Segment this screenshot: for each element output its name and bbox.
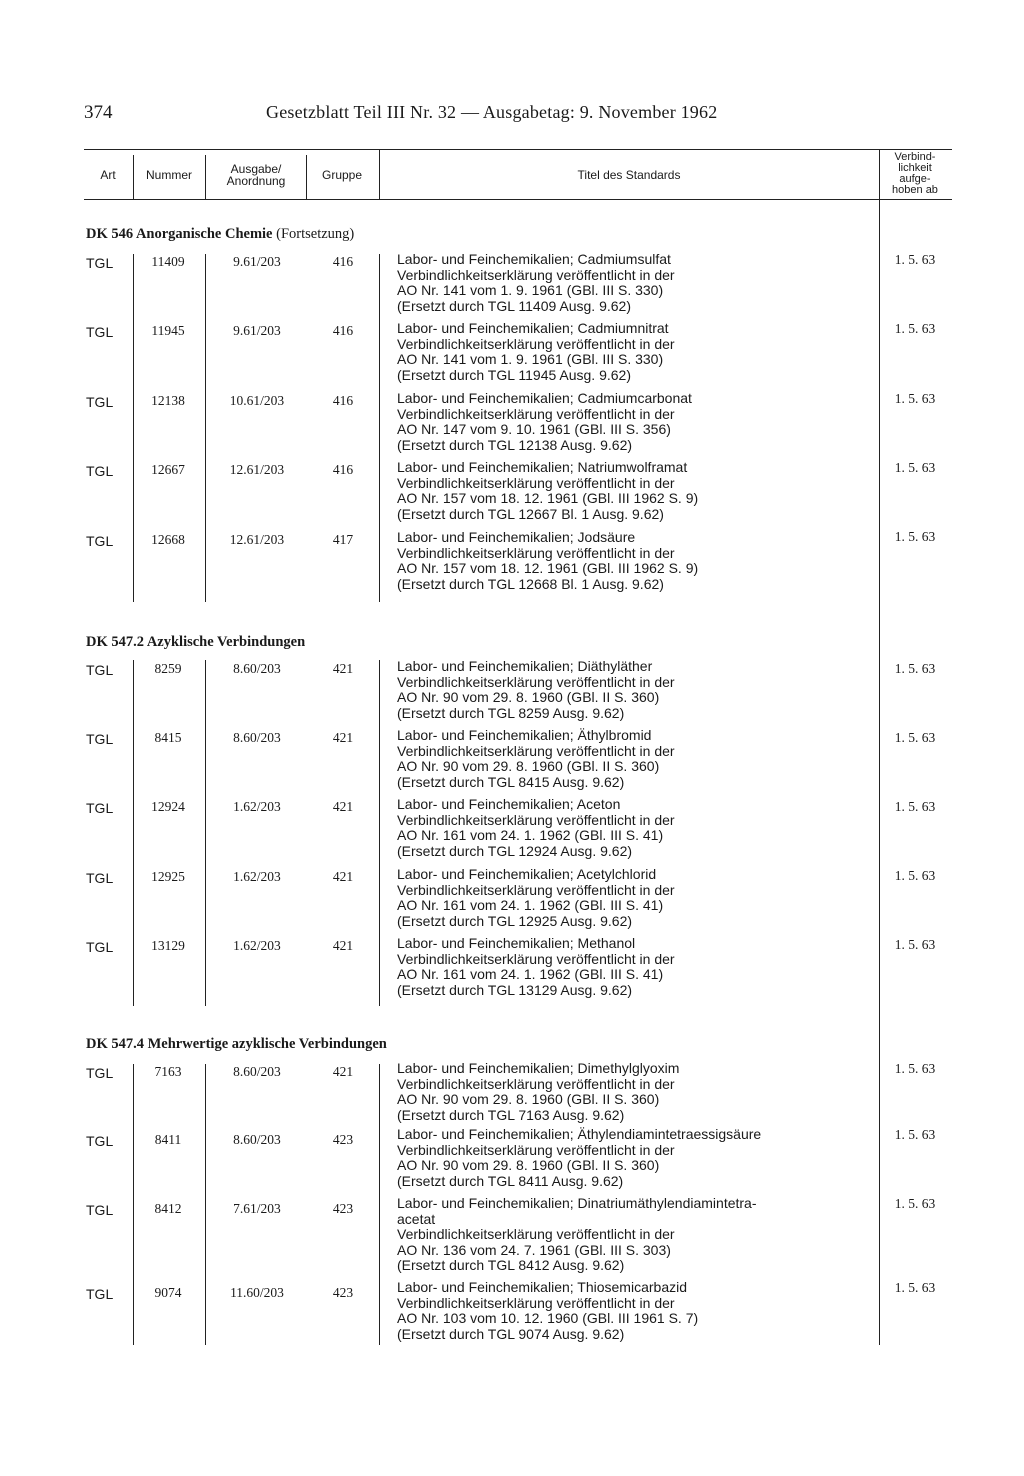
cell-art: TGL (86, 662, 114, 678)
title-line: Labor- und Feinchemikalien; Methanol (397, 935, 636, 951)
title-line: Verbindlichkeitserklärung veröffentlicht in der (397, 1075, 675, 1092)
title-line: (Ersetzt durch TGL 12924 Ausg. 9.62) (397, 842, 633, 859)
cell-gruppe: 421 (332, 1064, 354, 1079)
title-line: AO Nr. 147 vom 9. 10. 1961 (GBl. III S. 356) (397, 421, 671, 437)
col-header-titel: Titel des Standards (577, 168, 681, 182)
cell-verbindlichkeit: 1. 5. 63 (894, 460, 936, 475)
column-rule (379, 660, 380, 1006)
cell-verbindlichkeit: 1. 5. 63 (894, 321, 936, 336)
cell-titel (397, 867, 675, 929)
cell-titel (397, 1127, 761, 1189)
cell-art: TGL (86, 533, 114, 549)
title-line: Verbindlichkeitserklärung veröffentlicht in der (397, 1294, 675, 1311)
title-line: (Ersetzt durch TGL 13129 Ausg. 9.62) (397, 981, 633, 998)
header-divider (879, 150, 880, 200)
title-line: Labor- und Feinchemikalien; Cadmiumcarbonat (397, 390, 692, 406)
section-heading-text: DK 546 Anorganische Chemie (86, 226, 273, 242)
title-line: Labor- und Feinchemikalien; Acetylchlorid (397, 866, 657, 882)
col-header-verbindlichkeit (879, 150, 951, 198)
title-line: (Ersetzt durch TGL 12667 Bl. 1 Ausg. 9.62) (397, 505, 664, 522)
cell-verbindlichkeit: 1. 5. 63 (894, 730, 936, 745)
cell-verbindlichkeit: 1. 5. 63 (894, 252, 936, 267)
title-line: AO Nr. 141 vom 1. 9. 1961 (GBl. III S. 330) (397, 351, 664, 367)
title-line: (Ersetzt durch TGL 7163 Ausg. 9.62) (397, 1106, 625, 1123)
col-header-verb-line3: aufge- (899, 173, 931, 185)
title-line: AO Nr. 103 vom 10. 12. 1960 (GBl. III 1961 S. 7) (397, 1310, 699, 1326)
title-line: AO Nr. 161 vom 24. 1. 1962 (GBl. III S. 41) (397, 966, 664, 982)
title-line: Labor- und Feinchemikalien; Thiosemicarbazid (397, 1279, 688, 1295)
title-line: AO Nr. 90 vom 29. 8. 1960 (GBl. II S. 360) (397, 689, 660, 705)
title-line: AO Nr. 157 vom 18. 12. 1961 (GBl. III 1962 S. 9) (397, 490, 699, 506)
cell-nummer: 13129 (151, 938, 185, 953)
cell-ausgabe: 9.61/203 (233, 323, 281, 338)
title-line: (Ersetzt durch TGL 11945 Ausg. 9.62) (397, 366, 631, 383)
title-line: (Ersetzt durch TGL 12668 Bl. 1 Ausg. 9.62) (397, 575, 664, 592)
title-line: Labor- und Feinchemikalien; Dimethylglyoxim (397, 1060, 680, 1076)
title-line: Labor- und Feinchemikalien; Cadmiumnitrat (397, 320, 669, 336)
cell-gruppe: 421 (332, 869, 354, 884)
header-divider (306, 155, 307, 199)
title-line: Labor- und Feinchemikalien; Äthylbromid (397, 727, 652, 743)
page-header (0, 102, 1024, 130)
header-bottom-rule-right (879, 199, 952, 200)
cell-verbindlichkeit: 1. 5. 63 (894, 391, 936, 406)
title-line: (Ersetzt durch TGL 12925 Ausg. 9.62) (397, 912, 633, 929)
cell-nummer: 11409 (151, 254, 185, 269)
cell-art: TGL (86, 870, 114, 886)
cell-titel (397, 797, 675, 859)
cell-ausgabe: 9.61/203 (233, 254, 281, 269)
header-divider (379, 150, 380, 200)
title-line: Verbindlichkeitserklärung veröffentlicht in der (397, 811, 675, 828)
cell-nummer: 8259 (154, 661, 182, 676)
cell-gruppe: 417 (332, 532, 354, 547)
cell-verbindlichkeit: 1. 5. 63 (894, 799, 936, 814)
cell-titel (397, 1196, 757, 1274)
title-line: AO Nr. 161 vom 24. 1. 1962 (GBl. III S. 41) (397, 827, 664, 843)
cell-nummer: 12667 (151, 462, 185, 477)
cell-nummer: 7163 (154, 1064, 182, 1079)
cell-gruppe: 416 (332, 462, 354, 477)
cell-verbindlichkeit: 1. 5. 63 (894, 661, 936, 676)
cell-gruppe: 416 (332, 323, 354, 338)
title-line: AO Nr. 90 vom 29. 8. 1960 (GBl. II S. 360) (397, 758, 660, 774)
col-header-nummer: Nummer (145, 168, 192, 182)
cell-verbindlichkeit: 1. 5. 63 (894, 1196, 936, 1211)
title-line: AO Nr. 157 vom 18. 12. 1961 (GBl. III 1962 S. 9) (397, 560, 699, 576)
cell-gruppe: 421 (332, 938, 354, 953)
cell-titel (397, 1280, 698, 1342)
cell-gruppe: 416 (332, 254, 354, 269)
cell-nummer: 8412 (154, 1201, 182, 1216)
cell-gruppe: 421 (332, 799, 354, 814)
cell-nummer: 11945 (151, 323, 185, 338)
title-line: Verbindlichkeitserklärung veröffentlicht in der (397, 881, 675, 898)
cell-gruppe: 421 (332, 661, 354, 676)
cell-nummer: 9074 (154, 1285, 182, 1300)
column-rule (205, 1064, 206, 1345)
title-line: Verbindlichkeitserklärung veröffentlicht in der (397, 950, 675, 967)
cell-verbindlichkeit: 1. 5. 63 (894, 1061, 936, 1076)
cell-art: TGL (86, 255, 114, 271)
cell-ausgabe: 12.61/203 (229, 532, 285, 547)
cell-ausgabe: 8.60/203 (233, 661, 281, 676)
column-rule (205, 254, 206, 602)
cell-nummer: 12924 (151, 799, 185, 814)
cell-verbindlichkeit: 1. 5. 63 (894, 1280, 936, 1295)
cell-nummer: 8415 (154, 730, 182, 745)
column-rule (379, 254, 380, 602)
title-line: Labor- und Feinchemikalien; Cadmiumsulfat (397, 251, 671, 267)
cell-nummer: 12668 (151, 532, 185, 547)
cell-titel (397, 460, 698, 522)
cell-titel (397, 530, 698, 592)
title-line: AO Nr. 90 vom 29. 8. 1960 (GBl. II S. 360) (397, 1157, 660, 1173)
title-line: (Ersetzt durch TGL 9074 Ausg. 9.62) (397, 1325, 625, 1342)
cell-gruppe: 416 (332, 393, 354, 408)
cell-titel (397, 321, 675, 383)
cell-nummer: 12925 (151, 869, 185, 884)
title-line: Labor- und Feinchemikalien; Aceton (397, 796, 621, 812)
cell-art: TGL (86, 463, 114, 479)
cell-art: TGL (86, 731, 114, 747)
title-line: Verbindlichkeitserklärung veröffentlicht in der (397, 405, 675, 422)
cell-titel (397, 936, 675, 998)
section-heading (86, 634, 305, 651)
cell-art: TGL (86, 1286, 114, 1302)
cell-art: TGL (86, 1202, 114, 1218)
col-header-ausgabe-line2: Anordnung (226, 174, 286, 188)
cell-art: TGL (86, 324, 114, 340)
cell-verbindlichkeit: 1. 5. 63 (894, 868, 936, 883)
cell-art: TGL (86, 1065, 114, 1081)
title-line: Labor- und Feinchemikalien; Jodsäure (397, 529, 636, 545)
title-line: (Ersetzt durch TGL 8259 Ausg. 9.62) (397, 704, 625, 721)
column-rule (379, 1064, 380, 1345)
title-line: Verbindlichkeitserklärung veröffentlicht in der (397, 673, 675, 690)
section-heading (86, 226, 354, 243)
column-rule (133, 660, 134, 1006)
title-line: Verbindlichkeitserklärung veröffentlicht in der (397, 335, 675, 352)
title-line: (Ersetzt durch TGL 11409 Ausg. 9.62) (397, 297, 631, 314)
title-line: Labor- und Feinchemikalien; Natriumwolframat (397, 459, 688, 475)
title-line: acetat (397, 1210, 436, 1227)
cell-ausgabe: 7.61/203 (233, 1201, 281, 1216)
title-line: AO Nr. 136 vom 24. 7. 1961 (GBl. III S. 303) (397, 1241, 671, 1258)
page-title: Gesetzblatt Teil III Nr. 32 — Ausgabetag: 9. November 1962 (266, 102, 718, 122)
col-header-verb-line2: lichkeit (898, 162, 932, 174)
title-line: (Ersetzt durch TGL 8411 Ausg. 9.62) (397, 1172, 624, 1189)
col-header-gruppe: Gruppe (321, 168, 363, 182)
title-line: AO Nr. 141 vom 1. 9. 1961 (GBl. III S. 330) (397, 282, 664, 298)
cell-verbindlichkeit: 1. 5. 63 (894, 529, 936, 544)
title-line: AO Nr. 161 vom 24. 1. 1962 (GBl. III S. 41) (397, 897, 664, 913)
cell-titel (397, 659, 675, 721)
title-line: (Ersetzt durch TGL 8415 Ausg. 9.62) (397, 773, 625, 790)
title-line: Labor- und Feinchemikalien; Dinatriumäthylendiamintetra- (397, 1195, 757, 1211)
cell-ausgabe: 8.60/203 (233, 730, 281, 745)
cell-titel (397, 391, 692, 453)
verbindlichkeit-column-rule (879, 200, 880, 1345)
cell-ausgabe: 10.61/203 (229, 393, 285, 408)
title-line: Labor- und Feinchemikalien; Diäthyläther (397, 658, 653, 674)
cell-ausgabe: 8.60/203 (233, 1064, 281, 1079)
section-heading (86, 1036, 387, 1053)
title-line: (Ersetzt durch TGL 8412 Ausg. 9.62) (397, 1257, 625, 1273)
col-header-ausgabe (206, 150, 306, 200)
cell-gruppe: 423 (332, 1132, 354, 1147)
cell-nummer: 8411 (154, 1132, 182, 1147)
cell-art: TGL (86, 394, 114, 410)
col-header-ausgabe-line1: Ausgabe/ (230, 162, 282, 176)
title-line: AO Nr. 90 vom 29. 8. 1960 (GBl. II S. 360) (397, 1091, 660, 1107)
header-divider (133, 155, 134, 199)
cell-art: TGL (86, 1133, 114, 1149)
title-line: Verbindlichkeitserklärung veröffentlicht in der (397, 1141, 675, 1158)
cell-titel (397, 252, 675, 314)
title-line: Labor- und Feinchemikalien; Äthylendiamintetraessigsäure (397, 1126, 762, 1142)
cell-nummer: 12138 (151, 393, 185, 408)
page-number: 374 (84, 102, 113, 123)
header-bottom-rule (84, 199, 879, 200)
cell-ausgabe: 12.61/203 (229, 462, 285, 477)
header-divider (205, 155, 206, 199)
section-heading-text: DK 547.4 Mehrwertige azyklische Verbindungen (86, 1036, 387, 1052)
title-line: (Ersetzt durch TGL 12138 Ausg. 9.62) (397, 436, 633, 453)
column-rule (133, 254, 134, 602)
cell-ausgabe: 11.60/203 (230, 1285, 284, 1300)
cell-ausgabe: 1.62/203 (233, 869, 281, 884)
title-line: Verbindlichkeitserklärung veröffentlicht in der (397, 742, 675, 759)
column-rule (205, 660, 206, 1006)
cell-titel (397, 728, 675, 790)
title-line: Verbindlichkeitserklärung veröffentlicht in der (397, 474, 675, 491)
cell-verbindlichkeit: 1. 5. 63 (894, 1127, 936, 1142)
cell-titel (397, 1061, 679, 1123)
title-line: Verbindlichkeitserklärung veröffentlicht in der (397, 1226, 675, 1242)
cell-gruppe: 421 (332, 730, 354, 745)
col-header-verb-line1: Verbind- (894, 151, 936, 163)
cell-gruppe: 423 (332, 1201, 354, 1216)
title-line: Verbindlichkeitserklärung veröffentlicht in der (397, 266, 675, 283)
cell-art: TGL (86, 800, 114, 816)
section-heading-text: DK 547.2 Azyklische Verbindungen (86, 634, 306, 650)
cell-verbindlichkeit: 1. 5. 63 (894, 937, 936, 952)
col-header-art: Art (100, 168, 116, 182)
title-line: Verbindlichkeitserklärung veröffentlicht in der (397, 544, 675, 561)
cell-gruppe: 423 (332, 1285, 354, 1300)
cell-ausgabe: 1.62/203 (233, 799, 281, 814)
cell-ausgabe: 1.62/203 (233, 938, 281, 953)
cell-ausgabe: 8.60/203 (233, 1132, 281, 1147)
cell-art: TGL (86, 939, 114, 955)
col-header-verb-line4: hoben ab (892, 184, 938, 196)
section-heading-suffix: (Fortsetzung) (272, 226, 355, 242)
